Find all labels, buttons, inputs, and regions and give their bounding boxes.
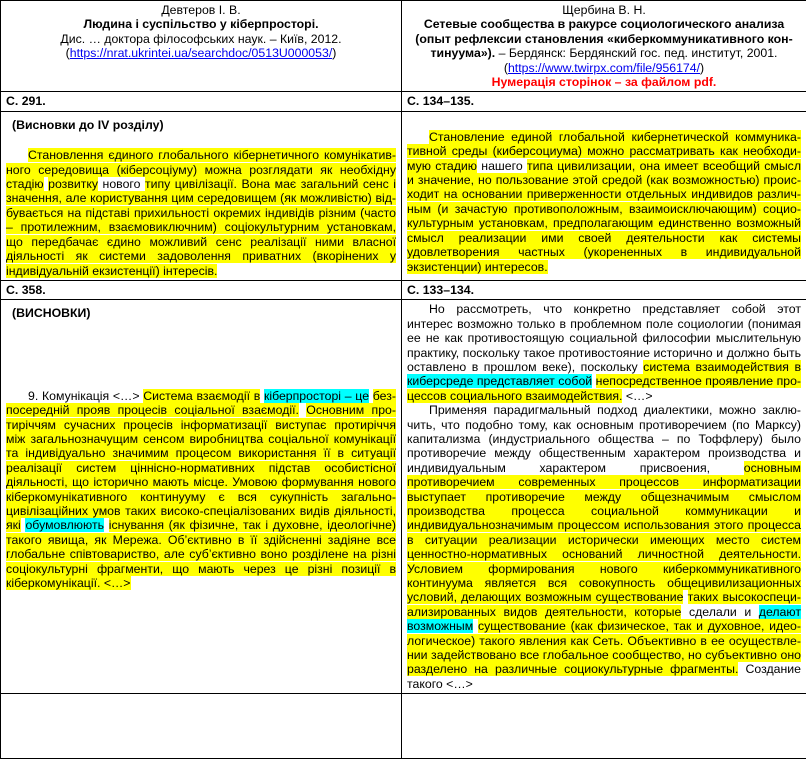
highlight: Система взаємодії в [143,389,260,403]
right-page-ref-2: С. 133–134. [402,280,806,299]
highlight: існування (як фізичне, так і духовне, ідеологічне) такого явища, як Мережа. Об’єктивно в її здійсненні задіяне все глобальне співтовариство, але суб’єктивно воно розділене на різні соціокультурні фрагменти, що мають через це різні позиції в кіберкомунікації. <…> [6,518,396,590]
plain-text: Применяя парадигмальный подход диалектики, можно заключить, что подобно тому, как основным противоречием (по Марксу) капитализма (индустриального общества – по Тоффлеру) было противоречие между общественным характером производства и индивидуальным характером присвоения, [407,403,801,475]
cyan-highlight: обумовлюють [25,518,104,532]
plain-text: нового [103,177,141,191]
left-text-cell-2 [1,300,402,694]
highlight: розвитку [48,177,98,191]
plain-text: 9. Комунікація <…> [28,389,140,403]
highlight: Становление единой глобальной кибернетической коммуникативной среды (киберсоциума) можно рассматривать как необходимую стадию [407,130,801,173]
header-row [1,1,806,92]
left-source: Дис. … доктора філософських наук. – Київ, 2012. [6,32,396,46]
highlight: система взаимодействия в [643,360,801,374]
left-link-line: (https://nrat.ukrintei.ua/searchdoc/0513U000053/) [6,46,396,60]
cyan-highlight: делают возможным [407,605,801,633]
right-paragraph-2b [407,403,801,691]
left-section-title-2: (ВИСНОВКИ) [12,306,396,320]
left-text-cell-1 [1,111,402,280]
page-numbering-note: Нумерація сторінок – за файлом pdf. [407,75,801,89]
highlight: Становлення єдиного глобального кібернетичного комунікативного середовища (кіберсоціуму) можна розглядати як необхідну [6,148,396,176]
left-page-ref-2: С. 358. [1,280,402,299]
empty-cell [1,694,402,759]
left-page-ref-1: С. 291. [1,92,402,111]
page-row-2 [1,280,806,299]
highlight: типа цивилизации, она имеет всеобщий смысл и значение, но пользование этой средой (как возможностью) происходит на основании приверженности отдельных индивидов различным (и зачастую противоположным, взаимоисключающим) социокультурным установкам, предполагающим единственно возможный смысл реализации ими своей деятельности как системы удовлетворения частных (укорененных в индивидуальной экзистенции) интересов. [407,159,801,274]
right-title-line2: (опыт рефлексии становления «киберкоммуникативного кон- [407,32,801,46]
left-section-title-1: (Висновки до IV розділу) [12,118,396,132]
right-title-line3-row [407,46,801,60]
highlight: безпосередній прояв процесів соціальної взаємодії. [6,389,396,417]
page-row-1 [1,92,806,111]
cyan-highlight: киберсреде представляет собой [407,374,592,388]
right-paragraph-1 [407,130,801,274]
text-row-2 [1,300,806,694]
plain-text: сделали и [689,605,751,619]
right-text-cell-1 [402,111,806,280]
highlight: стадію [6,177,44,191]
plain-text: Но рассмотреть, что конкретно представляет собой этот интерес возможно только в проблемном поле социологии (понимая ее не как противостоящую социальной философии мыслительную практику, поскольку такое противостояние исторично и должно быть оставлено в прошлом веке), поскольку [407,302,801,374]
highlight: существование (как физическое, так и духовное, идеологическое) такого явления как Сеть. Объективно в ее осуществлении задействовано все глобальное сообщество, но субъективно оно разделено на различные социокультурные фрагменты. [407,619,801,676]
right-author: Щербина В. Н. [407,3,801,17]
left-title: Людина і суспільство у кіберпросторі. [6,17,396,31]
highlight: таких высокоспециализированных видов деятельности, которые [407,590,801,618]
left-paragraph-2 [6,389,396,591]
highlight: непосредственное проявление процессов социального взаимодействия. [407,374,801,402]
right-source: – Бердянск: Бердянский гос. пед. институт, 2001. [499,46,778,60]
next-row-cut [1,694,806,759]
right-text-cell-2 [402,300,806,694]
empty-cell [402,694,806,759]
highlight: основным противоречием современных процессов информатизации выступает противоречие между общезначимым смыслом производства процесса социальной коммуникации и индивидуальнозначимым процессом использования этого процесса в ситуации реализации исторически имеющих место систем ценностно-нормативных оснований личностной деятельности. Условием формирования нового киберкоммуникативного континуума является вся совокупность общецивилизационных условий, делающих возможным существование [407,461,801,605]
right-source-header [402,1,806,92]
text-row-1 [1,111,806,280]
left-paragraph-1 [6,148,396,278]
plain-text: <…> [626,389,653,403]
left-source-header [1,1,402,92]
cyan-highlight: кіберпросторі – це [264,389,369,403]
right-paragraph-2a [407,302,801,403]
right-source-link[interactable]: https://www.twirpx.com/file/956174/ [508,61,700,75]
right-title-line3: тинуума»). [431,46,496,60]
plain-text: Создание такого <…> [407,662,801,690]
left-source-link[interactable]: https://nrat.ukrintei.ua/searchdoc/0513U000053/ [70,46,333,60]
highlight: Основним протиріччям сучасних процесів інформатизації виступає протиріччя між загальнозначущим сенсом виробництва соціальної комунікації та індивідуально значимим процесом використання її в ситуації реалізації систем ціннісно-нормативних підстав особистісної діяльності, що історично мають місце. Умовою формування нового кіберкомунікативного континууму є вся сукупність загально-цивілізаційних умов таких високо-спеціалізованих видів діяльності, які [6,403,396,532]
right-title-line1: Сетевые сообщества в ракурсе социологического анализа [407,17,801,31]
plain-text: нашего [481,159,522,173]
right-link-line: (https://www.twirpx.com/file/956174/) [407,61,801,75]
left-author: Девтеров І. В. [6,3,396,17]
right-page-ref-1: С. 134–135. [402,92,806,111]
highlight: типу цивілізації. Вона має загальний сенс і значення, але користування цим середовищем (як можливістю) відбувається на підставі прихильності окремих індивідів різним (часто – протилежним, взаємовиключним) соціокультурним установкам, що передбачає єдино можливий сенс реалізації ними власної діяльності як системи задоволення приватних (вкорінених у індивідуальній екзистенції) інтересів. [6,177,396,277]
